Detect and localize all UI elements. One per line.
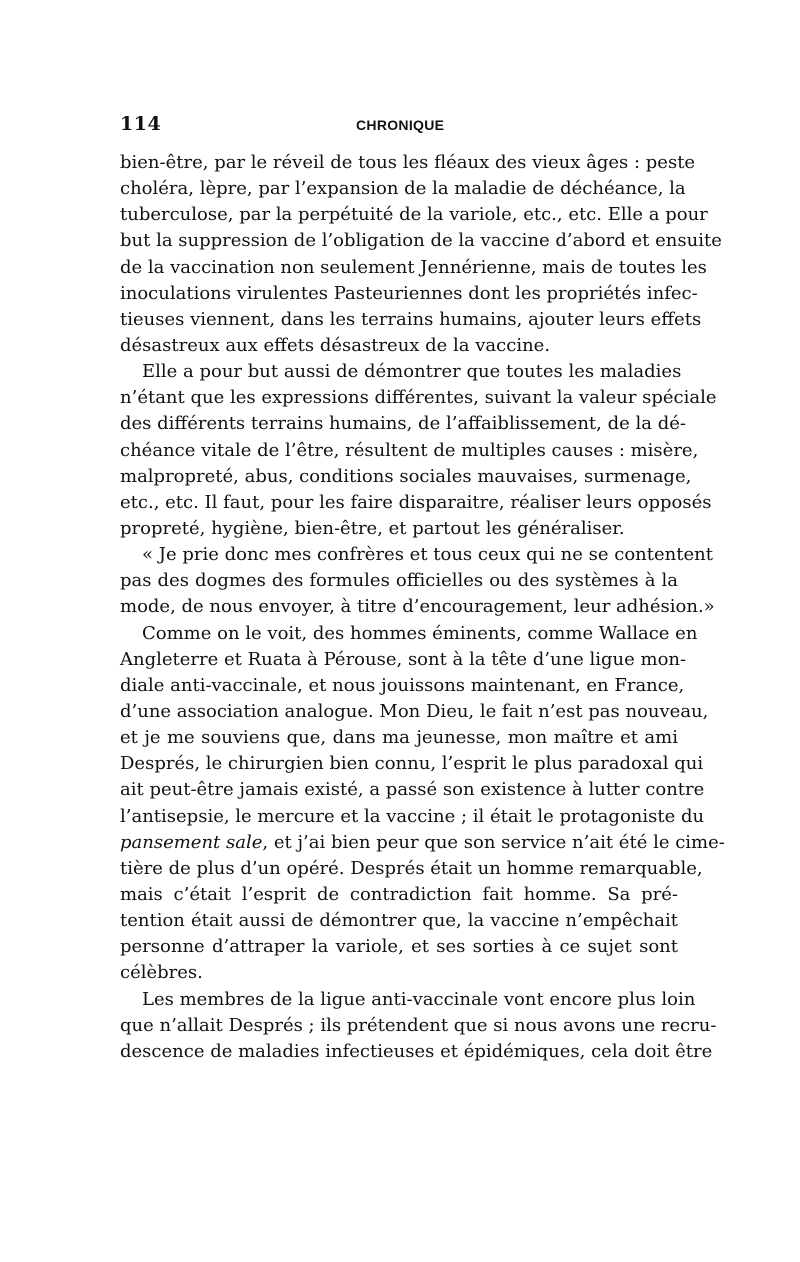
paragraph-start-line: « Je prie donc mes confrères et tous ceux qui ne se contentent [142, 544, 713, 566]
running-head [120, 113, 678, 137]
text-line: de la vaccination non seulement Jennérienne, mais de toutes les [120, 256, 707, 278]
text-line: pas des dogmes des formules officielles ou des systèmes à la [120, 570, 678, 592]
text-line: des différents terrains humains, de l’affaiblissement, de la dé- [120, 413, 686, 435]
text-line: diale anti-vaccinale, et nous jouissons maintenant, en France, [120, 674, 685, 696]
text-line: etc., etc. Il faut, pour les faire disparaitre, réaliser leurs opposés [120, 491, 712, 513]
paragraph-start-line: Les membres de la ligue anti-vaccinale vont encore plus loin [142, 988, 696, 1010]
text-line: Angleterre et Ruata à Pérouse, sont à la tête d’une ligue mon- [120, 648, 687, 670]
page-number: 114 [120, 113, 162, 135]
text-line: Després, le chirurgien bien connu, l’esprit le plus paradoxal qui [120, 753, 704, 775]
text-line: tieuses viennent, dans les terrains humains, ajouter leurs effets [120, 308, 702, 330]
text-line: personne d’attraper la variole, et ses sorties à ce sujet sont [120, 936, 678, 958]
paragraph-end-line: désastreux aux effets désastreux de la vaccine. [120, 334, 551, 356]
paragraph-end-line: mode, de nous envoyer, à titre d’encouragement, leur adhésion.» [120, 596, 715, 618]
text-line-with-italic [120, 830, 725, 856]
text-line: chéance vitale de l’être, résultent de multiples causes : misère, [120, 439, 699, 461]
text-line: malpropreté, abus, conditions sociales mauvaises, surmenage, [120, 465, 692, 487]
paragraph-start-line: Elle a pour but aussi de démontrer que toutes les maladies [142, 361, 682, 383]
text-line: l’antisepsie, le mercure et la vaccine ; il était le protagoniste du [120, 805, 705, 827]
section-title: CHRONIQUE [356, 117, 445, 133]
text-line: que n’allait Després ; ils prétendent que si nous avons une recru- [120, 1014, 717, 1036]
text-line: n’étant que les expressions différentes, suivant la valeur spéciale [120, 387, 717, 409]
text-line: descence de maladies infectieuses et épidémiques, cela doit être [120, 1040, 713, 1062]
text-line: ait peut-être jamais existé, a passé son existence à lutter contre [120, 779, 705, 801]
text-line: but la suppression de l’obligation de la vaccine d’abord et ensuite [120, 230, 722, 252]
text-line: d’une association analogue. Mon Dieu, le fait n’est pas nouveau, [120, 700, 709, 722]
paragraph-end-line: propreté, hygiène, bien-être, et partout les généraliser. [120, 517, 625, 539]
text-line: bien-être, par le réveil de tous les fléaux des vieux âges : peste [120, 152, 696, 173]
text-line: et je me souviens que, dans ma jeunesse, mon maître et ami [120, 727, 678, 749]
text-line: mais c’était l’esprit de contradiction fait homme. Sa pré- [120, 883, 678, 905]
body-text [120, 150, 725, 1065]
text-line: tuberculose, par la perpétuité de la variole, etc., etc. Elle a pour [120, 204, 708, 226]
text-line-rest: , et j’ai bien peur que son service n’ait été le cime- [262, 831, 725, 853]
text-line: inoculations virulentes Pasteuriennes dont les propriétés infec- [120, 282, 698, 304]
italic-phrase: pansement sale [120, 831, 263, 853]
paragraph-end-line: célèbres. [120, 962, 203, 984]
text-line: choléra, lèpre, par l’expansion de la maladie de déchéance, la [120, 178, 686, 200]
paragraph-start-line: Comme on le voit, des hommes éminents, comme Wallace en [142, 622, 698, 644]
text-line: tention était aussi de démontrer que, la vaccine n’empêchait [120, 910, 678, 932]
text-line: tière de plus d’un opéré. Després était un homme remarquable, [120, 857, 703, 879]
